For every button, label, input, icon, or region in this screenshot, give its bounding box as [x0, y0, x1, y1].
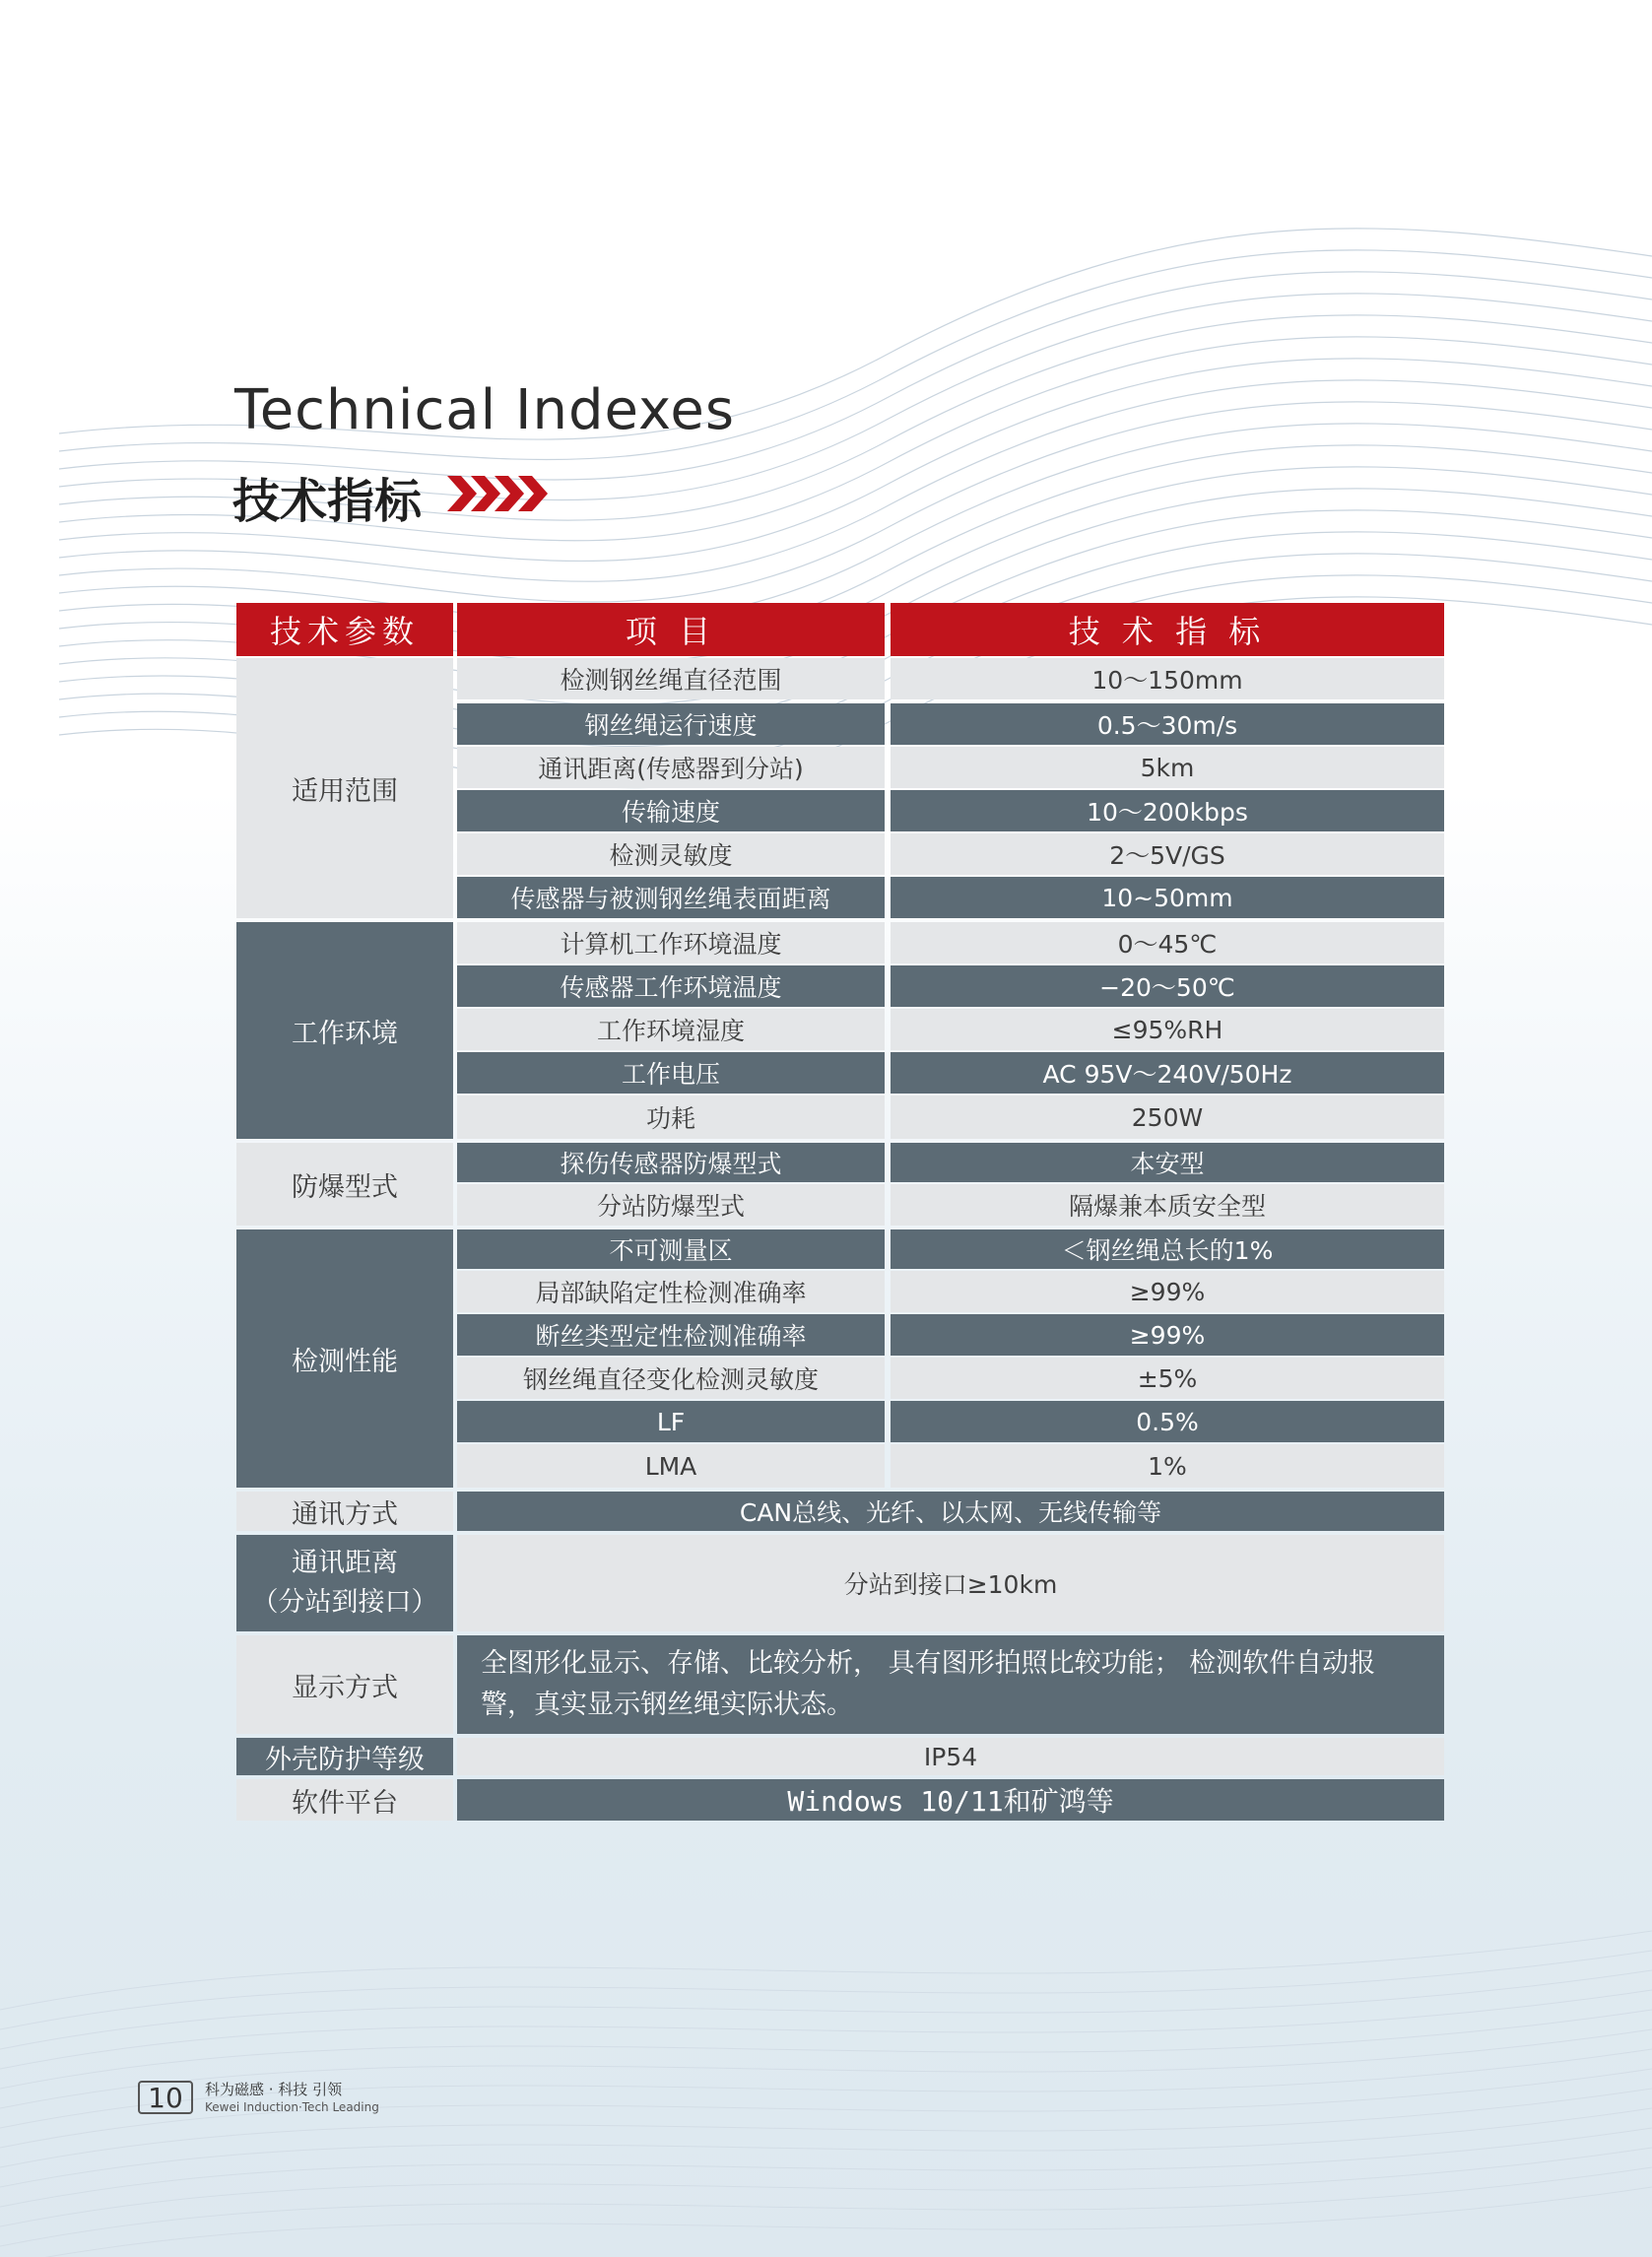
- table-row-item: 通讯距离(传感器到分站): [457, 747, 885, 788]
- table-row-item: LF: [457, 1401, 885, 1442]
- category-cell: 软件平台: [236, 1779, 453, 1821]
- table-row-value: 本安型: [891, 1143, 1444, 1182]
- table-row-item: 功耗: [457, 1095, 885, 1139]
- table-row-value: ≤95%RH: [891, 1009, 1444, 1050]
- table-row-item: 工作电压: [457, 1052, 885, 1094]
- table-row-item: 工作环境湿度: [457, 1009, 885, 1050]
- category-cell: 通讯方式: [236, 1492, 453, 1531]
- wave-line: [59, 272, 1652, 480]
- table-row-value: 0～45℃: [891, 922, 1444, 963]
- category-cell: 工作环境: [236, 922, 453, 1139]
- page-number: 10: [138, 2081, 193, 2114]
- table-row-value: 10～200kbps: [891, 790, 1444, 831]
- merged-value-cell: 全图形化显示、存储、比较分析， 具有图形拍照比较功能； 检测软件自动报警，真实显示钢丝绳实际状态。: [457, 1635, 1444, 1734]
- merged-value-cell: CAN总线、光纤、以太网、无线传输等: [457, 1492, 1444, 1531]
- table-row-item: 局部缺陷定性检测准确率: [457, 1271, 885, 1312]
- table-row-value: ≥99%: [891, 1314, 1444, 1356]
- footer-slogan-en: Kewei Induction·Tech Leading: [205, 2100, 379, 2114]
- header-cell-item: 项 目: [457, 603, 885, 656]
- table-row-item: 分站防爆型式: [457, 1184, 885, 1226]
- wave-line: [0, 2167, 1652, 2246]
- table-row-item: LMA: [457, 1444, 885, 1488]
- merged-value-cell: IP54: [457, 1738, 1444, 1775]
- category-cell: 外壳防护等级: [236, 1738, 453, 1775]
- table-row-value: 0.5%: [891, 1401, 1444, 1442]
- table-row-value: −20～50℃: [891, 965, 1444, 1007]
- table-row-item: 传感器与被测钢丝绳表面距离: [457, 877, 885, 918]
- table-row-item: 计算机工作环境温度: [457, 922, 885, 963]
- table-row-value: 0.5～30m/s: [891, 703, 1444, 745]
- table-row-item: 传感器工作环境温度: [457, 965, 885, 1007]
- table-row-item: 探伤传感器防爆型式: [457, 1143, 885, 1182]
- table-row-item: 检测钢丝绳直径范围: [457, 658, 885, 699]
- chevron-arrows-icon: [447, 476, 550, 511]
- category-cell: 适用范围: [236, 658, 453, 918]
- page-title-cn: 技术指标: [232, 474, 423, 529]
- category-cell: 显示方式: [236, 1635, 453, 1734]
- merged-value-cell: Windows 10/11和矿鸿等: [457, 1779, 1444, 1821]
- table-row-item: 钢丝绳直径变化检测灵敏度: [457, 1358, 885, 1399]
- page-title-en: Technical Indexes: [234, 378, 736, 442]
- merged-value-cell: 分站到接口≥10km: [457, 1535, 1444, 1631]
- category-line: 通讯距离: [292, 1548, 398, 1578]
- wave-line: [0, 2187, 1652, 2257]
- table-row-value: ≥99%: [891, 1271, 1444, 1312]
- header-cell-param: 技术参数: [236, 603, 453, 656]
- category-cell: 防爆型式: [236, 1143, 453, 1226]
- table-row-value: AC 95V～240V/50Hz: [891, 1052, 1444, 1094]
- table-row-value: 10~50mm: [891, 877, 1444, 918]
- table-row-value: 2～5V/GS: [891, 833, 1444, 875]
- table-row-value: 1%: [891, 1444, 1444, 1488]
- table-row-item: 传输速度: [457, 790, 885, 831]
- table-row-value: 250W: [891, 1095, 1444, 1139]
- table-row-value: 10～150mm: [891, 658, 1444, 699]
- table-row-value: ±5%: [891, 1358, 1444, 1399]
- category-cell: 检测性能: [236, 1229, 453, 1488]
- category-cell: [236, 1535, 453, 1631]
- table-row-item: 钢丝绳运行速度: [457, 703, 885, 745]
- category-line: （分站到接口）: [251, 1587, 438, 1618]
- footer-slogan-cn: 科为磁感 · 科技 引领: [205, 2081, 343, 2098]
- table-row-value: 5km: [891, 747, 1444, 788]
- table-row-value: 隔爆兼本质安全型: [891, 1184, 1444, 1226]
- table-row-item: 不可测量区: [457, 1229, 885, 1269]
- table-row-item: 断丝类型定性检测准确率: [457, 1314, 885, 1356]
- table-row-value: ＜钢丝绳总长的1%: [891, 1229, 1444, 1269]
- table-row-item: 检测灵敏度: [457, 833, 885, 875]
- header-cell-spec: 技 术 指 标: [891, 603, 1444, 656]
